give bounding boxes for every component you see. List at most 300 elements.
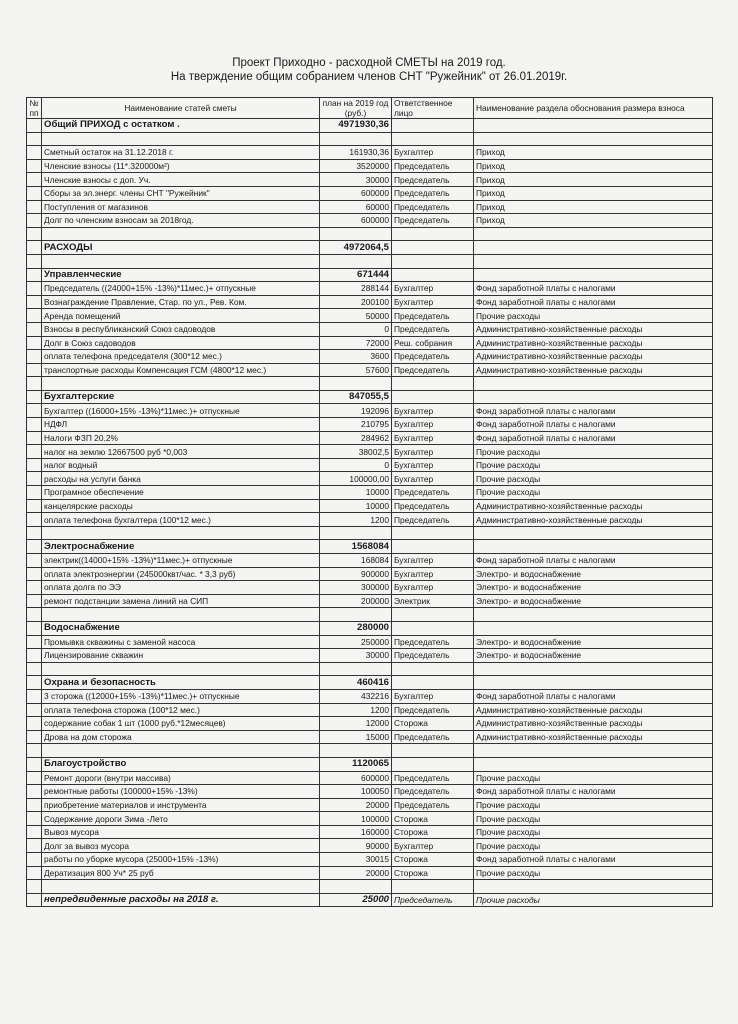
row-number (27, 404, 42, 418)
table-row (27, 282, 713, 296)
item-responsible: Сторожа (392, 866, 474, 880)
item-responsible: Бухгалтер (392, 554, 474, 568)
empty-cell (392, 526, 474, 540)
item-section: Прочие расходы (474, 798, 713, 812)
item-section: Приход (474, 159, 713, 173)
item-responsible: Председатель (392, 893, 474, 907)
spacer-row (27, 608, 713, 622)
item-section: Фонд заработной платы с налогами (474, 689, 713, 703)
empty-cell (27, 390, 42, 404)
section-title: Благоустройство (42, 757, 320, 771)
row-number (27, 812, 42, 826)
item-plan: 160000 (320, 825, 392, 839)
item-name: Дрова на дом сторожа (42, 730, 320, 744)
empty-cell (474, 227, 713, 241)
row-number (27, 554, 42, 568)
spacer-row (27, 744, 713, 758)
item-responsible: Председатель (392, 486, 474, 500)
row-number (27, 635, 42, 649)
section-title: Бухгалтерские (42, 390, 320, 404)
row-number (27, 431, 42, 445)
item-name: 3 сторожа ((12000+15% -13%)*11мес.)+ отпускные (42, 689, 320, 703)
item-name: Сборы за эл.энерг. члены СНТ "Ружейник" (42, 186, 320, 200)
unforeseen-row (27, 893, 713, 907)
spacer-row (27, 227, 713, 241)
table-row (27, 363, 713, 377)
item-plan: 100000 (320, 812, 392, 826)
empty-cell (27, 621, 42, 635)
empty-cell (27, 608, 42, 622)
item-name: Членские взносы (11*.320000м²) (42, 159, 320, 173)
item-plan: 1200 (320, 513, 392, 527)
item-section: Электро- и водоснабжение (474, 635, 713, 649)
item-responsible: Реш. собрания (392, 336, 474, 350)
item-plan: 90000 (320, 839, 392, 853)
row-number (27, 893, 42, 907)
table-row (27, 689, 713, 703)
item-name: ремонтные работы (100000+15% -13%) (42, 785, 320, 799)
item-plan: 210795 (320, 418, 392, 432)
table-row (27, 499, 713, 513)
empty-cell (392, 662, 474, 676)
empty-cell (474, 744, 713, 758)
item-name: Долг за вывоз мусора (42, 839, 320, 853)
row-number (27, 146, 42, 160)
item-plan: 288144 (320, 282, 392, 296)
section-title: Управленческие (42, 268, 320, 282)
empty-cell (27, 880, 42, 894)
empty-cell (392, 621, 474, 635)
item-plan: 161930,36 (320, 146, 392, 160)
item-plan: 30000 (320, 649, 392, 663)
item-plan: 600000 (320, 186, 392, 200)
empty-cell (42, 254, 320, 268)
item-responsible: Председатель (392, 322, 474, 336)
group-total-row (27, 540, 713, 554)
table-row (27, 159, 713, 173)
row-number (27, 853, 42, 867)
row-number (27, 703, 42, 717)
item-plan: 30000 (320, 173, 392, 187)
item-name: Промывка скважины с заменой насоса (42, 635, 320, 649)
empty-cell (27, 377, 42, 391)
item-name: ремонт подстанции замена линий на СИП (42, 594, 320, 608)
item-section: Электро- и водоснабжение (474, 567, 713, 581)
header-resp: Ответственное лицо (392, 98, 474, 119)
item-plan: 200000 (320, 594, 392, 608)
section-total: 460416 (320, 676, 392, 690)
item-responsible: Председатель (392, 798, 474, 812)
section-total: 1568084 (320, 540, 392, 554)
item-plan: 60000 (320, 200, 392, 214)
item-responsible: Сторожа (392, 812, 474, 826)
item-responsible: Председатель (392, 499, 474, 513)
item-name: налог водный (42, 458, 320, 472)
item-responsible: Председатель (392, 730, 474, 744)
row-number (27, 214, 42, 228)
empty-cell (392, 119, 474, 133)
item-section: Фонд заработной платы с налогами (474, 431, 713, 445)
section-title: Электроснабжение (42, 540, 320, 554)
item-name: электрик((14000+15% -13%)*11мес.)+ отпускные (42, 554, 320, 568)
table-row (27, 322, 713, 336)
group-total-row (27, 268, 713, 282)
item-section: Прочие расходы (474, 458, 713, 472)
table-row (27, 717, 713, 731)
empty-cell (474, 119, 713, 133)
item-section: Прочие расходы (474, 866, 713, 880)
table-row (27, 445, 713, 459)
item-plan: 50000 (320, 309, 392, 323)
spacer-row (27, 662, 713, 676)
empty-cell (42, 377, 320, 391)
row-number (27, 499, 42, 513)
item-name: НДФЛ (42, 418, 320, 432)
row-number (27, 363, 42, 377)
item-name: Содержание дороги Зима -Лето (42, 812, 320, 826)
row-number (27, 785, 42, 799)
item-responsible: Председатель (392, 703, 474, 717)
document-title (0, 56, 738, 84)
item-plan: 600000 (320, 771, 392, 785)
item-section: Прочие расходы (474, 893, 713, 907)
item-responsible: Председатель (392, 214, 474, 228)
item-section: Приход (474, 173, 713, 187)
empty-cell (392, 377, 474, 391)
item-name: Долг в Союз садоводов (42, 336, 320, 350)
row-number (27, 458, 42, 472)
item-responsible: Электрик (392, 594, 474, 608)
item-section: Административно-хозяйственные расходы (474, 336, 713, 350)
empty-cell (42, 744, 320, 758)
section-total: 280000 (320, 621, 392, 635)
item-section: Административно-хозяйственные расходы (474, 363, 713, 377)
table-row (27, 567, 713, 581)
item-section: Приход (474, 214, 713, 228)
empty-cell (474, 540, 713, 554)
table-row (27, 649, 713, 663)
group-total-row (27, 390, 713, 404)
item-section: Административно-хозяйственные расходы (474, 717, 713, 731)
spacer-row (27, 526, 713, 540)
row-number (27, 513, 42, 527)
item-section: Прочие расходы (474, 472, 713, 486)
table-row (27, 146, 713, 160)
item-plan: 250000 (320, 635, 392, 649)
table-row (27, 458, 713, 472)
item-responsible: Председатель (392, 159, 474, 173)
row-number (27, 594, 42, 608)
table-row (27, 295, 713, 309)
group-total-row (27, 676, 713, 690)
table-row (27, 336, 713, 350)
item-name: оплата долга по ЭЭ (42, 581, 320, 595)
table-row (27, 418, 713, 432)
empty-cell (42, 227, 320, 241)
item-responsible: Председатель (392, 771, 474, 785)
item-responsible: Бухгалтер (392, 689, 474, 703)
empty-cell (27, 268, 42, 282)
row-number (27, 649, 42, 663)
item-section: Прочие расходы (474, 486, 713, 500)
table-row (27, 472, 713, 486)
empty-cell (27, 744, 42, 758)
item-section: Фонд заработной платы с налогами (474, 295, 713, 309)
expenses-total-row (27, 241, 713, 255)
item-responsible: Бухгалтер (392, 431, 474, 445)
row-number (27, 445, 42, 459)
row-number (27, 771, 42, 785)
item-name: Сметный остаток на 31.12.2018 г. (42, 146, 320, 160)
item-section: Приход (474, 186, 713, 200)
header-name: Наименование статей сметы (42, 98, 320, 119)
item-name: налог на землю 12667500 руб *0,003 (42, 445, 320, 459)
item-plan: 72000 (320, 336, 392, 350)
group-total-row (27, 757, 713, 771)
item-name: Програмное обеспечение (42, 486, 320, 500)
spacer-row (27, 254, 713, 268)
table-row (27, 812, 713, 826)
item-responsible: Председатель (392, 186, 474, 200)
empty-cell (320, 132, 392, 146)
item-name: оплата телефона бухгалтера (100*12 мес.) (42, 513, 320, 527)
table-row (27, 581, 713, 595)
row-number (27, 866, 42, 880)
item-plan: 12000 (320, 717, 392, 731)
row-number (27, 200, 42, 214)
item-section: Фонд заработной платы с налогами (474, 554, 713, 568)
item-name: расходы на услуги банка (42, 472, 320, 486)
item-section: Фонд заработной платы с налогами (474, 282, 713, 296)
item-plan: 300000 (320, 581, 392, 595)
item-responsible: Бухгалтер (392, 146, 474, 160)
empty-cell (27, 241, 42, 255)
item-plan: 600000 (320, 214, 392, 228)
item-responsible: Председатель (392, 513, 474, 527)
item-section: Фонд заработной платы с налогами (474, 404, 713, 418)
empty-cell (27, 254, 42, 268)
table-row (27, 798, 713, 812)
header-section: Наименование раздела обоснования размера взноса (474, 98, 713, 119)
item-name: канцелярские расходы (42, 499, 320, 513)
empty-cell (42, 608, 320, 622)
section-title: Охрана и безопасность (42, 676, 320, 690)
item-section: Электро- и водоснабжение (474, 594, 713, 608)
empty-cell (27, 676, 42, 690)
item-plan: 38002,5 (320, 445, 392, 459)
item-plan: 3600 (320, 350, 392, 364)
spacer-row (27, 880, 713, 894)
section-total: 847055,5 (320, 390, 392, 404)
row-number (27, 825, 42, 839)
item-section: Электро- и водоснабжение (474, 581, 713, 595)
item-responsible: Бухгалтер (392, 581, 474, 595)
item-name: Бухгалтер ((16000+15% -13%)*11мес.)+ отпускные (42, 404, 320, 418)
item-name: Поступления от магазинов (42, 200, 320, 214)
empty-cell (474, 676, 713, 690)
item-responsible: Бухгалтер (392, 282, 474, 296)
item-section: Прочие расходы (474, 812, 713, 826)
item-name: Вывоз мусора (42, 825, 320, 839)
item-section: Административно-хозяйственные расходы (474, 499, 713, 513)
table-row (27, 771, 713, 785)
item-section: Приход (474, 146, 713, 160)
row-number (27, 159, 42, 173)
row-number (27, 581, 42, 595)
item-responsible: Председатель (392, 635, 474, 649)
item-section: Прочие расходы (474, 445, 713, 459)
row-number (27, 689, 42, 703)
table-row (27, 703, 713, 717)
empty-cell (320, 254, 392, 268)
section-title: Общий ПРИХОД с остатком . (42, 119, 320, 133)
empty-cell (42, 526, 320, 540)
item-responsible: Председатель (392, 200, 474, 214)
item-name: работы по уборке мусора (25000+15% -13%) (42, 853, 320, 867)
item-plan: 10000 (320, 499, 392, 513)
item-plan: 0 (320, 458, 392, 472)
empty-cell (392, 254, 474, 268)
row-number (27, 730, 42, 744)
empty-cell (392, 880, 474, 894)
spacer-row (27, 132, 713, 146)
row-number (27, 309, 42, 323)
income-total-row (27, 119, 713, 133)
item-plan: 0 (320, 322, 392, 336)
item-section: Прочие расходы (474, 771, 713, 785)
empty-cell (392, 676, 474, 690)
empty-cell (392, 227, 474, 241)
item-section: Фонд заработной платы с налогами (474, 853, 713, 867)
item-plan: 10000 (320, 486, 392, 500)
section-title: Водоснабжение (42, 621, 320, 635)
table-row (27, 866, 713, 880)
empty-cell (320, 377, 392, 391)
item-plan: 3520000 (320, 159, 392, 173)
row-number (27, 336, 42, 350)
row-number (27, 418, 42, 432)
item-name: оплата телефона сторожа (100*12 мес.) (42, 703, 320, 717)
item-name: Взносы в республиканский Союз садоводов (42, 322, 320, 336)
item-responsible: Председатель (392, 309, 474, 323)
header-no: № пп (27, 98, 42, 119)
empty-cell (474, 526, 713, 540)
item-plan: 284962 (320, 431, 392, 445)
empty-cell (320, 662, 392, 676)
table-row (27, 214, 713, 228)
item-section: Фонд заработной платы с налогами (474, 418, 713, 432)
item-name: Членские взносы с доп. Уч. (42, 173, 320, 187)
item-name: приобретение материалов и инструмента (42, 798, 320, 812)
item-responsible: Сторожа (392, 825, 474, 839)
item-responsible: Бухгалтер (392, 458, 474, 472)
row-number (27, 486, 42, 500)
empty-cell (392, 390, 474, 404)
item-name: Председатель ((24000+15% -13%)*11мес.)+ отпускные (42, 282, 320, 296)
row-number (27, 282, 42, 296)
empty-cell (474, 621, 713, 635)
table-row (27, 825, 713, 839)
table-row (27, 554, 713, 568)
item-responsible: Бухгалтер (392, 295, 474, 309)
table-row (27, 486, 713, 500)
item-responsible: Бухгалтер (392, 839, 474, 853)
empty-cell (392, 757, 474, 771)
item-section: Прочие расходы (474, 839, 713, 853)
item-plan: 15000 (320, 730, 392, 744)
row-number (27, 717, 42, 731)
row-number (27, 472, 42, 486)
table-row (27, 186, 713, 200)
empty-cell (392, 241, 474, 255)
item-name: непредвиденные расходы на 2018 г. (42, 893, 320, 907)
empty-cell (27, 662, 42, 676)
empty-cell (474, 880, 713, 894)
item-section: Прочие расходы (474, 309, 713, 323)
item-plan: 57600 (320, 363, 392, 377)
empty-cell (392, 132, 474, 146)
item-name: содержание собак 1 шт (1000 руб.*12месяцев) (42, 717, 320, 731)
empty-cell (27, 119, 42, 133)
section-title: РАСХОДЫ (42, 241, 320, 255)
table-row (27, 431, 713, 445)
section-total: 4971930,36 (320, 119, 392, 133)
item-section: Административно-хозяйственные расходы (474, 703, 713, 717)
title-line-2: На твеpждение общим собранием членов СНТ "Ружейник" от 26.01.2019г. (170, 71, 568, 83)
item-responsible: Председатель (392, 173, 474, 187)
row-number (27, 173, 42, 187)
item-name: транспортные расходы Компенсация ГСМ (4800*12 мес.) (42, 363, 320, 377)
empty-cell (474, 377, 713, 391)
item-name: Налоги ФЗП 20.2% (42, 431, 320, 445)
table-row (27, 785, 713, 799)
empty-cell (320, 880, 392, 894)
item-plan: 192096 (320, 404, 392, 418)
row-number (27, 186, 42, 200)
header-row (27, 98, 713, 119)
empty-cell (320, 744, 392, 758)
table-row (27, 173, 713, 187)
item-name: Вознаграждение Правление, Стар. по ул., Рев. Ком. (42, 295, 320, 309)
table-row (27, 350, 713, 364)
item-plan: 168084 (320, 554, 392, 568)
item-name: Долг по членским взносам за 2018год. (42, 214, 320, 228)
item-section: Административно-хозяйственные расходы (474, 513, 713, 527)
item-section: Электро- и водоснабжение (474, 649, 713, 663)
item-plan: 900000 (320, 567, 392, 581)
empty-cell (474, 757, 713, 771)
item-responsible: Сторожа (392, 717, 474, 731)
item-section: Административно-хозяйственные расходы (474, 322, 713, 336)
row-number (27, 350, 42, 364)
table-row (27, 853, 713, 867)
item-name: Аренда помещений (42, 309, 320, 323)
item-responsible: Председатель (392, 363, 474, 377)
empty-cell (320, 227, 392, 241)
item-section: Приход (474, 200, 713, 214)
row-number (27, 567, 42, 581)
empty-cell (42, 880, 320, 894)
empty-cell (27, 757, 42, 771)
row-number (27, 322, 42, 336)
item-plan: 100000,00 (320, 472, 392, 486)
item-responsible: Бухгалтер (392, 472, 474, 486)
item-responsible: Сторожа (392, 853, 474, 867)
empty-cell (474, 662, 713, 676)
item-responsible: Председатель (392, 785, 474, 799)
item-section: Фонд заработной платы с налогами (474, 785, 713, 799)
item-responsible: Бухгалтер (392, 567, 474, 581)
